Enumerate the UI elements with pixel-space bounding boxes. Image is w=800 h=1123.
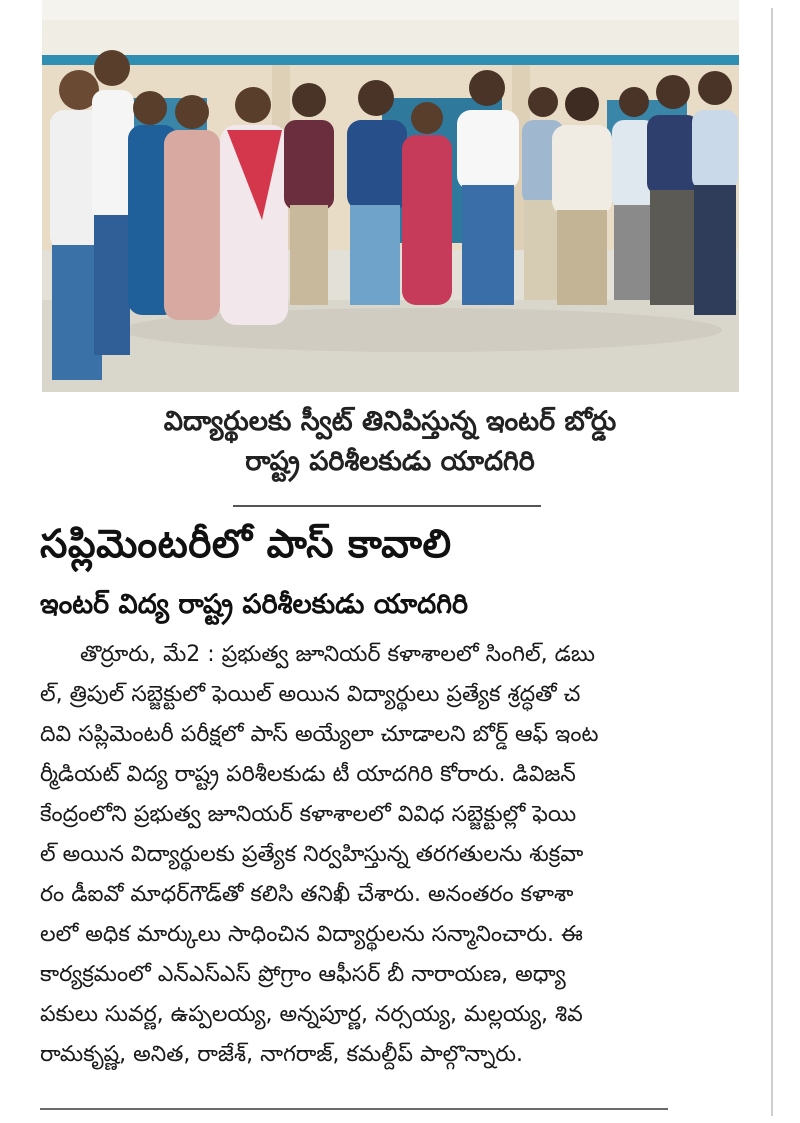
- photo-caption: [60, 402, 720, 482]
- body-line: కార్యక్రమంలో ఎన్ఎస్ఎస్ ప్రోగ్రాం ఆఫీసర్ బీ నారాయణ, అధ్యా: [40, 962, 566, 987]
- body-line: తొర్రూరు, మే2 : ప్రభుత్వ జూనియర్ కళాశాలలో సింగిల్, డబు: [80, 642, 595, 667]
- column-divider: [771, 8, 773, 1116]
- article-subheadline: ఇంటర్ విద్య రాష్ట్ర పరిశీలకుడు యాదగిరి: [40, 589, 468, 620]
- body-line: ల్, త్రిపుల్ సబ్జెక్టులో ఫెయిల్ అయిన విద్యార్థులు ప్రత్యేక శ్రద్ధతో చ: [40, 682, 581, 707]
- body-line: కేంద్రంలోని ప్రభుత్వ జూనియర్ కళాశాలలో వివిధ సబ్జెక్టుల్లో ఫెయి: [40, 802, 577, 827]
- caption-divider: [233, 505, 541, 507]
- article-headline: సప్లిమెంటరీలో పాస్ కావాలి: [40, 522, 452, 567]
- body-line: దివి సప్లిమెంటరీ పరీక్షలో పాస్ అయ్యేలా చూడాలని బోర్డ్ ఆఫ్ ఇంట: [40, 722, 599, 747]
- news-photo: [42, 0, 739, 392]
- body-line: ర్మీడియట్ విద్య రాష్ట్ర పరిశీలకుడు టీ యాదగిరి కోరారు. డివిజన్: [40, 762, 576, 787]
- body-line: పకులు సువర్ణ, ఉప్పలయ్య, అన్నపూర్ణ, నర్సయ్య, మల్లయ్య, శివ: [40, 1002, 583, 1027]
- body-line: రం డీఐవో మాధర్‌గౌడ్‌తో కలిసి తనిఖీ చేశారు. అనంతరం కళాశా: [40, 882, 574, 907]
- article-end-rule: [40, 1108, 668, 1110]
- body-line: ల్ అయిన విద్యార్థులకు ప్రత్యేక నిర్వహిస్తున్న తరగతులను శుక్రవా: [40, 842, 584, 867]
- body-line: లలో అధిక మార్కులు సాధించిన విద్యార్థులను సన్మానించారు. ఈ: [40, 922, 583, 947]
- caption-line: రాష్ట్ర పరిశీలకుడు యాదగిరి: [245, 446, 535, 477]
- body-line: రామకృష్ణ, అనిత, రాజేశ్, నాగరాజ్, కమల్దీప్ పాల్గొన్నారు.: [40, 1042, 524, 1067]
- caption-line: విద్యార్థులకు స్వీట్ తినిపిస్తున్న ఇంటర్ బోర్డు: [163, 406, 617, 437]
- article-body: [40, 635, 740, 1075]
